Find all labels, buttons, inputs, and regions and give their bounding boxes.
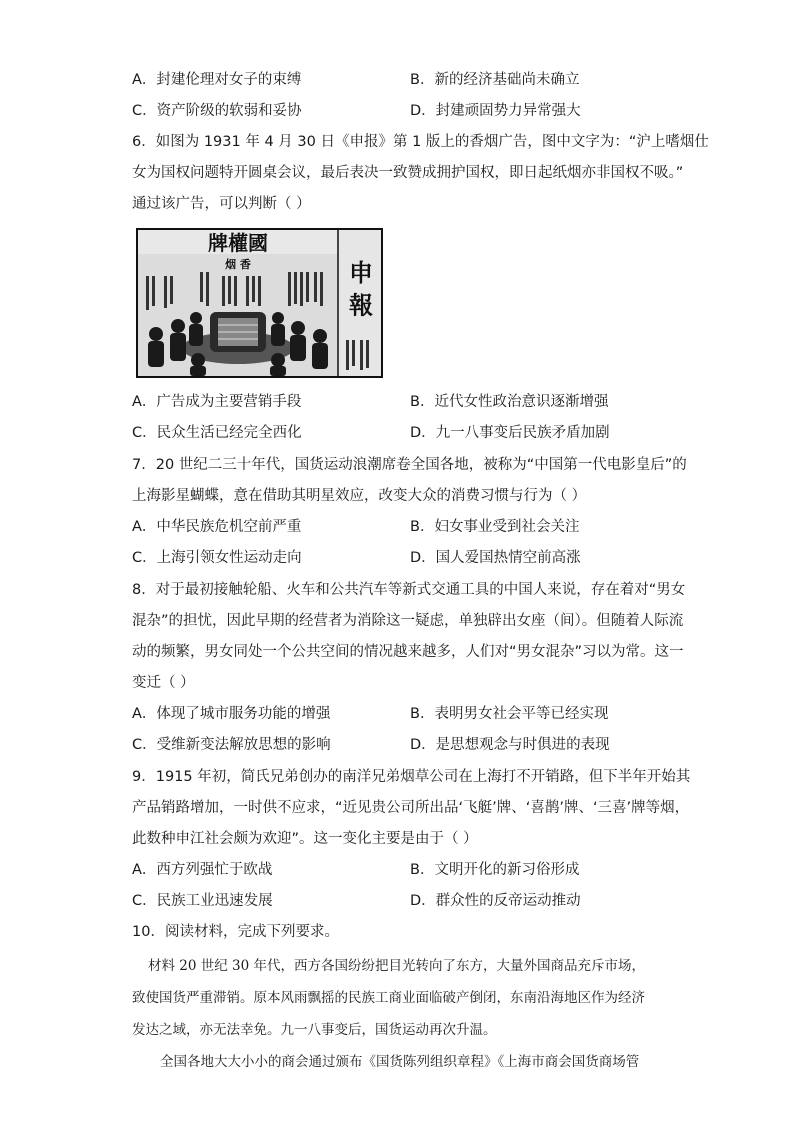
q8-option-b[interactable]: B．表明男女社会平等已经实现 <box>410 706 609 722</box>
q10-material-line-1: 材料 20 世纪 30 年代，西方各国纷纷把目光转向了东方，大量外国商品充斥市场， <box>148 958 646 974</box>
q6-stem-line-3: 通过该广告，可以判断（ ） <box>132 196 311 212</box>
q8-stem-line-2: 混杂”的担忧，因此早期的经营者为消除这一疑虑，单独辟出女座（间）。但随着人际流 <box>132 613 684 629</box>
q10-material-line-3: 发达之域，亦无法幸免。九一八事变后，国货运动再次升温。 <box>132 1022 497 1038</box>
q6-stem-line-2: 女为国权问题特开圆桌会议，最后表决一致赞成拥护国权，即日起纸烟亦非国权不吸。” <box>132 165 684 181</box>
ad-illustration <box>138 230 381 376</box>
q6-option-d[interactable]: D．九一八事变后民族矛盾加剧 <box>410 425 610 441</box>
q7-stem-line-2: 上海影星蝴蝶，意在借助其明星效应，改变大众的消费习惯与行为（ ） <box>132 488 587 504</box>
q6-option-c[interactable]: C．民众生活已经完全西化 <box>132 425 302 441</box>
q5-option-b[interactable]: B．新的经济基础尚未确立 <box>410 72 580 88</box>
q10-material-line-2: 致使国货严重滞销。原本风雨飘摇的民族工商业面临破产倒闭，东南沿海地区作为经济 <box>132 990 645 1006</box>
q7-stem-line-1: 7．20 世纪二三十年代，国货运动浪潮席卷全国各地，被称为“中国第一代电影皇后”的 <box>132 457 687 473</box>
q7-option-b[interactable]: B．妇女事业受到社会关注 <box>410 519 580 535</box>
q9-stem-line-1: 9．1915 年初，简氏兄弟创办的南洋兄弟烟草公司在上海打不开销路，但下半年开始其 <box>132 769 691 785</box>
q9-option-c[interactable]: C．民族工业迅速发展 <box>132 893 273 909</box>
q9-stem-line-2: 产品销路增加，一时供不应求，“近见贵公司所出品‘飞艇’牌、‘喜鹊’牌、‘三喜’牌等烟， <box>132 800 690 816</box>
q7-option-d[interactable]: D．国人爱国热情空前高涨 <box>410 550 581 566</box>
q10-material-line-4: 全国各地大大小小的商会通过颁布《国货陈列组织章程》《上海市商会国货商场管 <box>160 1054 640 1070</box>
ad-headline: 牌權國 <box>208 231 268 255</box>
q8-stem-line-4: 变迁（ ） <box>132 675 195 691</box>
q7-option-a[interactable]: A．中华民族危机空前严重 <box>132 519 302 535</box>
ad-masthead: 申 報 <box>344 259 374 317</box>
q8-option-a[interactable]: A．体现了城市服务功能的增强 <box>132 706 331 722</box>
cigarette-ad-image <box>136 228 383 378</box>
q9-option-b[interactable]: B．文明开化的新习俗形成 <box>410 862 580 878</box>
q7-option-c[interactable]: C．上海引领女性运动走向 <box>132 550 302 566</box>
q6-option-a[interactable]: A．广告成为主要营销手段 <box>132 394 302 410</box>
q6-stem-line-1: 6．如图为 1931 年 4 月 30 日《申报》第 1 版上的香烟广告，图中文字为：“沪上嗜烟仕 <box>132 134 709 150</box>
q5-option-a[interactable]: A．封建伦理对女子的束缚 <box>132 72 302 88</box>
q5-option-d[interactable]: D．封建顽固势力异常强大 <box>410 103 581 119</box>
q8-stem-line-3: 动的频繁，男女同处一个公共空间的情况越来越多，人们对“男女混杂”习以为常。这一 <box>132 644 684 660</box>
q9-option-a[interactable]: A．西方列强忙于欧战 <box>132 862 273 878</box>
q9-stem-line-3: 此数种申江社会颇为欢迎”。这一变化主要是由于（ ） <box>132 831 478 847</box>
q9-option-d[interactable]: D．群众性的反帝运动推动 <box>410 893 581 909</box>
q8-option-c[interactable]: C．受维新变法解放思想的影响 <box>132 737 331 753</box>
q10-stem: 10．阅读材料，完成下列要求。 <box>132 924 339 940</box>
q8-stem-line-1: 8．对于最初接触轮船、火车和公共汽车等新式交通工具的中国人来说，存在着对“男女 <box>132 582 686 598</box>
q8-option-d[interactable]: D．是思想观念与时俱进的表现 <box>410 737 610 753</box>
ad-subtitle: 烟 香 <box>225 258 251 271</box>
q6-option-b[interactable]: B．近代女性政治意识逐渐增强 <box>410 394 609 410</box>
q5-option-c[interactable]: C．资产阶级的软弱和妥协 <box>132 103 302 119</box>
